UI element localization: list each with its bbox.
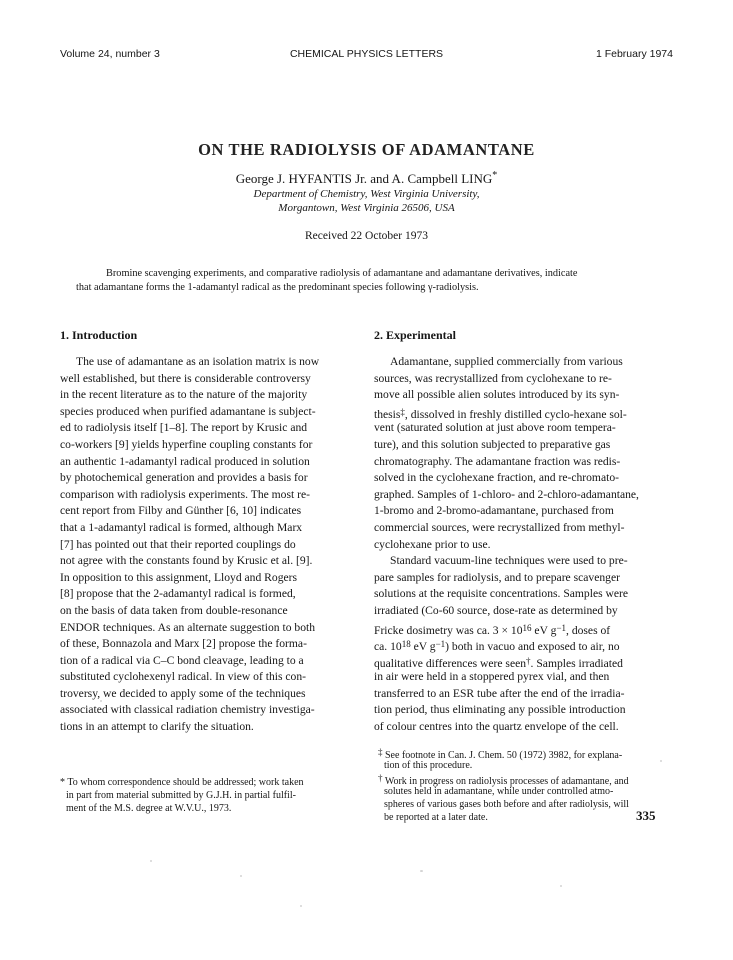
author-line [0, 170, 733, 187]
superscript: −1 [435, 639, 446, 650]
text-line: [7] has pointed out that their reported couplings do [60, 537, 296, 551]
footnote-mark: ‡ [400, 406, 405, 417]
footnote-line: solutes held in adamantane, while under controlled atmo- [384, 786, 614, 797]
issue-date: 1 February 1974 [595, 48, 673, 60]
text-line [374, 653, 679, 670]
text-line: tion period, thus eliminating any possible introduction [374, 703, 626, 717]
text-fragment: thesis [374, 407, 401, 421]
text-line: In opposition to this assignment, Lloyd and Rogers [60, 570, 298, 584]
text-line: in the recent literature as to the nature of the majority [60, 388, 308, 402]
text-line: pare samples for radiolysis, and to prepare scavenger [374, 570, 620, 584]
text-line: [8] propose that the 2-adamantyl radical is formed, [60, 587, 296, 601]
footnote-mark: † [378, 773, 383, 783]
footnote-line: tion of this procedure. [384, 760, 473, 771]
text-line: tion of a radical via C–C bond cleavage, leading to a [60, 653, 304, 667]
footnote-line [60, 776, 360, 789]
text-line: of colour centres into the quartz envelope of the cell. [374, 720, 619, 734]
text-line: ture), and this solution subjected to preparative gas [374, 437, 611, 451]
text-line: Standard vacuum-line techniques were used to pre- [390, 554, 628, 568]
text-line: The use of adamantane as an isolation matrix is now [76, 355, 320, 368]
text-line: 1-bromo and 2-bromo-adamantane, purchased from [374, 504, 614, 518]
experimental-body [374, 354, 679, 736]
text-line: associated with classical radiation chemistry investiga- [60, 703, 315, 717]
text-fragment: . Samples irradiated [530, 656, 623, 670]
journal-name: CHEMICAL PHYSICS LETTERS [289, 48, 444, 60]
text-line: solved in the cyclohexane fraction, and re-chromato- [374, 471, 619, 485]
text-line: ed to radiolysis itself [1–8]. The report by Krusic and [60, 421, 308, 435]
text-line: troversy, we decided to apply some of the techniques [60, 686, 306, 700]
text-line: cent report from Filby and Günther [6, 10] indicates [60, 504, 302, 518]
text-fragment: qualitative differences were seen [374, 656, 527, 670]
text-line: an authentic 1-adamantyl radical produced in solution [60, 454, 310, 468]
footnote-line: be reported at a later date. [384, 812, 488, 823]
article-title: ON THE RADIOLYSIS OF ADAMANTANE [198, 140, 535, 159]
text-line: cyclohexane prior to use. [374, 537, 491, 551]
footnote-line [378, 772, 678, 785]
footnote-text: See footnote in Can. J. Chem. 50 (1972) 3982, for explana- [385, 750, 623, 761]
text-fragment: , dissolved in freshly distilled cyclo-hexane sol- [404, 407, 627, 421]
footnote-text: Work in progress on radiolysis processes of adamantane, and [384, 776, 629, 787]
text-line: well established, but there is considerable controversy [60, 371, 311, 385]
superscript: 18 [401, 639, 411, 650]
text-line: in air were held in a stoppered pyrex vial, and then [374, 670, 610, 684]
text-line: sources, was recrystallized from cyclohexane to re- [374, 371, 612, 385]
text-line: not agree with the constants found by Krusic et al. [9]. [60, 554, 313, 568]
text-line: species produced when purified adamantane is subject- [60, 404, 316, 418]
volume-label: Volume 24, number 3 [60, 48, 160, 60]
affiliation-line-2: Morgantown, West Virginia 26506, USA [278, 202, 455, 214]
footnote-line: ment of the M.S. degree at W.V.U., 1973. [66, 803, 232, 814]
text-fragment: ) both in vacuo and exposed to air, no [445, 640, 620, 654]
abstract-line-1: Bromine scavenging experiments, and comparative radiolysis of adamantane and adamantane derivatives, indicate [106, 268, 578, 279]
text-line: of these, Bonnazola and Marx [2] propose the forma- [60, 637, 307, 651]
correspondence-mark: * [492, 170, 498, 181]
text-line: Adamantane, supplied commercially from various [390, 355, 623, 368]
footnote-left [60, 776, 360, 815]
text-line [374, 620, 679, 637]
text-line: commercial sources, were recrystallized from methyl- [374, 520, 625, 534]
superscript: 16 [522, 622, 532, 633]
received-date: Received 22 October 1973 [305, 230, 428, 242]
footnote-mark: † [526, 655, 531, 666]
text-line [374, 636, 679, 653]
text-line: irradiated (Co-60 source, dose-rate as determined by [374, 603, 618, 617]
text-line: chromatography. The adamantane fraction was redis- [374, 454, 621, 468]
footnote-text: To whom correspondence should be addressed; work taken [67, 777, 304, 788]
footnote-mark: * [60, 777, 65, 788]
text-line: on the basis of data taken from double-resonance [60, 603, 288, 617]
text-line: co-workers [9] yields hyperfine coupling constants for [60, 437, 313, 451]
footnote-line: spheres of various gases both before and after radiolysis, will [384, 799, 629, 810]
introduction-body [60, 354, 365, 736]
footnote-mark: ‡ [378, 747, 383, 757]
text-line: ENDOR techniques. As an alternate suggestion to both [60, 620, 316, 634]
author-names: George J. HYFANTIS Jr. and A. Campbell LING [235, 171, 493, 186]
abstract-line-2: that adamantane forms the 1-adamantyl radical as the predominant species following γ-radiolysis. [76, 282, 479, 293]
experimental-heading: 2. Experimental [374, 328, 456, 342]
text-fragment: ca. 10 [374, 640, 402, 654]
text-line [374, 404, 679, 421]
text-line: that a 1-adamantyl radical is formed, although Marx [60, 520, 303, 534]
text-fragment: eV g [410, 640, 436, 654]
text-line: graphed. Samples of 1-chloro- and 2-chloro-adamantane, [374, 487, 639, 501]
text-fragment: , doses of [566, 623, 611, 637]
text-line: tions in an attempt to clarify the situation. [60, 720, 254, 734]
text-line: comparison with radiolysis experiments. The most re- [60, 487, 310, 501]
text-fragment: Fricke dosimetry was ca. 3 × 10 [374, 623, 523, 637]
page-number: 335 [636, 808, 656, 823]
affiliation-line-1: Department of Chemistry, West Virginia University, [253, 188, 480, 200]
footnote-line: in part from material submitted by G.J.H. in partial fulfil- [66, 790, 296, 801]
text-line: move all possible alien solutes introduced by its syn- [374, 388, 620, 402]
text-line: by photochemical generation and provides a basis for [60, 471, 308, 485]
superscript: −1 [556, 622, 567, 633]
text-line: vent (saturated solution at just above room tempera- [374, 421, 616, 435]
text-line: solutions at the requisite concentrations. Samples were [374, 587, 629, 601]
footnotes-right [378, 746, 678, 824]
text-fragment: eV g [531, 623, 557, 637]
footnote-line [378, 746, 678, 759]
text-line: substituted cyclohexenyl radical. In view of this con- [60, 670, 306, 684]
text-line: transferred to an ESR tube after the end of the irradia- [374, 686, 625, 700]
introduction-heading: 1. Introduction [60, 328, 138, 342]
